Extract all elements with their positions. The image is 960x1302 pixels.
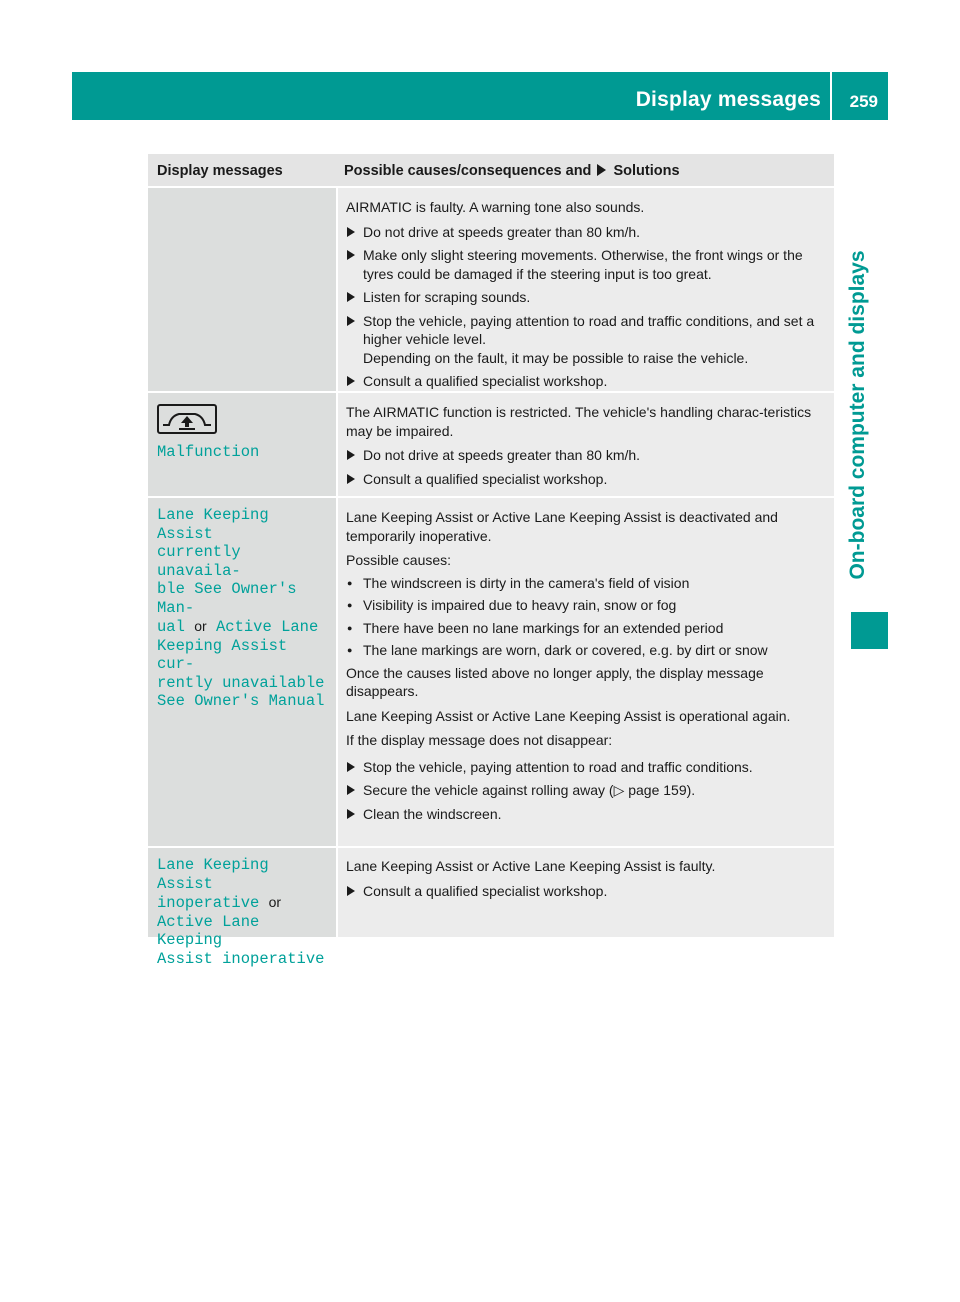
table-row: [148, 391, 834, 496]
cause-item: ● There have been no lane markings for an extended period: [346, 619, 827, 638]
or-text: or: [268, 894, 282, 910]
side-marker: [851, 612, 888, 649]
page-title: Display messages: [635, 88, 821, 111]
step-item: [346, 312, 827, 368]
step-item: Consult a qualified specialist workshop.: [346, 372, 827, 391]
col-header-display-messages: Display messages: [157, 163, 283, 179]
step-detail: Depending on the fault, it may be possible to raise the vehicle.: [363, 349, 749, 366]
cause-text: Lane Keeping Assist or Active Lane Keeping Assist is faulty.: [346, 858, 716, 874]
step-item: Do not drive at speeds greater than 80 km/h.: [346, 446, 827, 465]
table-row: [148, 496, 834, 846]
cause-item: ● Visibility is impaired due to heavy rain, snow or fog: [346, 596, 827, 615]
table-header-row: [148, 154, 834, 186]
airmatic-vehicle-raise-icon: [157, 404, 217, 434]
solution-cell: [336, 498, 834, 846]
page-header-bar: [72, 72, 888, 120]
solution-cell: [336, 848, 834, 937]
col-header-prefix: Possible causes/consequences and: [344, 163, 592, 179]
message-cell: [148, 188, 336, 391]
display-messages-table: [148, 154, 834, 968]
message-cell: [148, 498, 336, 846]
side-section-label-text: On-board computer and displays: [846, 250, 869, 580]
solution-cell: [336, 393, 834, 496]
cause-item: ● The lane markings are worn, dark or covered, e.g. by dirt or snow: [346, 641, 827, 660]
causes-label: Possible causes:: [346, 552, 452, 568]
action-triangle-icon: [597, 164, 606, 176]
step-item: Consult a qualified specialist workshop.: [346, 882, 827, 901]
cause-text: AIRMATIC is faulty. A warning tone also sounds.: [346, 199, 645, 215]
table-row: [148, 186, 834, 391]
header-divider: [830, 72, 832, 120]
or-text: or: [194, 618, 207, 634]
info-text: Lane Keeping Assist or Active Lane Keeping Assist is operational again.: [346, 707, 791, 724]
display-message-text: Lane Keeping Assist currently unavaila‐ ble See Owner's Man‐ ual or Active Lane Keeping Assist cur‐ rently unavailable See Owner's Manual: [157, 506, 325, 710]
col-header-causes-solutions: [336, 154, 834, 186]
step-item: Make only slight steering movements. Otherwise, the front wings or the tyres could be damaged if the steering input is too great.: [346, 246, 827, 283]
step-text: Stop the vehicle, paying attention to road and traffic conditions, and set a higher vehicle level.: [363, 312, 815, 347]
step-item: Listen for scraping sounds.: [346, 288, 827, 307]
cause-text: The AIRMATIC function is restricted. The vehicle's handling charac-teristics may be impaired.: [346, 404, 812, 439]
step-item: Do not drive at speeds greater than 80 km/h.: [346, 223, 827, 242]
cause-item: ● The windscreen is dirty in the camera's field of vision: [346, 574, 827, 593]
info-text: Once the causes listed above no longer apply, the display message disappears.: [346, 664, 764, 699]
step-item: Consult a qualified specialist workshop.: [346, 470, 827, 489]
table-row: [148, 846, 834, 968]
step-item: Stop the vehicle, paying attention to road and traffic conditions.: [346, 758, 827, 777]
side-section-label: [837, 230, 879, 600]
col-header-suffix: Solutions: [613, 163, 680, 179]
display-message-text: Lane Keeping Assist inoperative or Active Lane Keeping Assist inoperative: [157, 856, 325, 968]
message-cell: [148, 393, 336, 496]
cause-text: Lane Keeping Assist or Active Lane Keeping Assist is deactivated and temporarily inoperative.: [346, 509, 778, 544]
info-text: If the display message does not disappear:: [346, 732, 613, 748]
solution-cell: [336, 188, 834, 391]
step-item: Clean the windscreen.: [346, 805, 827, 824]
display-message-text: Malfunction: [157, 443, 260, 461]
step-item: Secure the vehicle against rolling away (▷ page 159).: [346, 781, 827, 800]
message-cell: [148, 848, 336, 968]
page-number: 259: [849, 92, 878, 111]
